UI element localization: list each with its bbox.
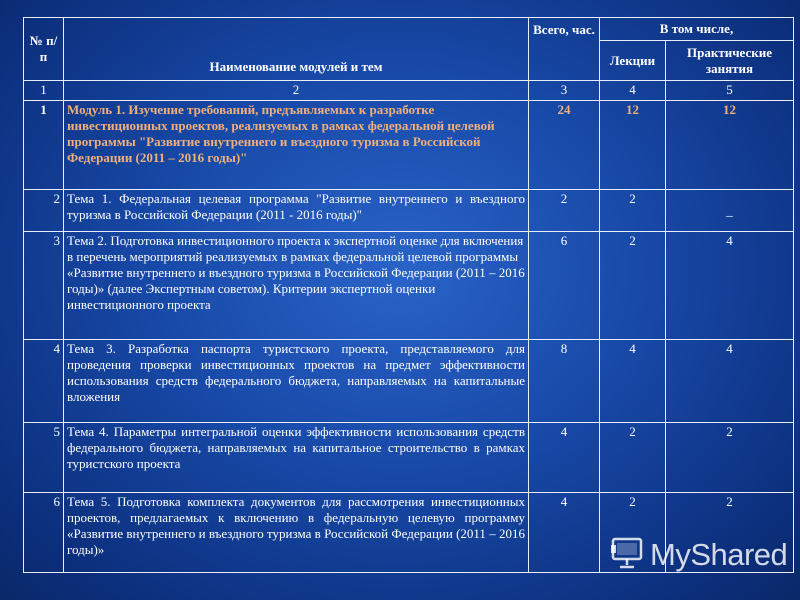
row-lectures: 2: [600, 232, 666, 340]
table-row-topic-2: [24, 232, 794, 340]
header-num: № п/п: [24, 18, 64, 81]
row-name: Модуль 1. Изучение требований, предъявляемых к разработке инвестиционных проектов, реализуемых в рамках федеральной целевой программы "Развитие внутреннего и въездного туризма в Российской Федерации (2011 – 2016 годы)": [64, 101, 529, 190]
table-row-topic-3: [24, 340, 794, 423]
row-lectures: 4: [600, 340, 666, 423]
row-practice: 2: [666, 493, 794, 573]
row-number: 3: [24, 232, 64, 340]
column-number: 5: [666, 81, 794, 101]
header-row: [24, 18, 794, 41]
header-total: Всего, час.: [529, 18, 600, 81]
row-name: Тема 2. Подготовка инвестиционного проекта к экспертной оценке для включения в перечень мероприятий реализуемых в рамках федеральной целевой программы «Развитие внутреннего и въездного туризма в Российской Федерации (2011 – 2016 годы)» (далее Экспертным советом). Критерии экспертной оценки инвестиционного проекта: [64, 232, 529, 340]
row-lectures: 12: [600, 101, 666, 190]
header-name: Наименование модулей и тем: [64, 18, 529, 81]
header-practice: Практические занятия: [666, 41, 794, 81]
row-practice: 4: [666, 340, 794, 423]
row-number: 4: [24, 340, 64, 423]
row-total: 2: [529, 190, 600, 232]
row-total: 8: [529, 340, 600, 423]
column-number: 3: [529, 81, 600, 101]
column-number: 2: [64, 81, 529, 101]
row-name: Тема 4. Параметры интегральной оценки эффективности использования средств федерального бюджета, направляемых на капитальное строительство в рамках туристского проекта: [64, 423, 529, 493]
row-number: 5: [24, 423, 64, 493]
row-name: Тема 3. Разработка паспорта туристского проекта, представляемого для проведения проверки инвестиционных проектов на предмет эффективности использования средств федерального бюджета, направляемых на капитальные вложения: [64, 340, 529, 423]
watermark-text: MyShared: [650, 537, 788, 572]
myshared-watermark: [610, 537, 787, 573]
header-lectures: Лекции: [600, 41, 666, 81]
row-lectures: 2: [600, 493, 666, 573]
header-including: В том числе,: [600, 18, 794, 41]
row-practice: 12: [666, 101, 794, 190]
row-total: 4: [529, 423, 600, 493]
row-practice: 4: [666, 232, 794, 340]
projector-screen-icon: [610, 536, 644, 575]
row-number: 2: [24, 190, 64, 232]
row-number: 6: [24, 493, 64, 573]
row-lectures: 2: [600, 190, 666, 232]
column-number: 4: [600, 81, 666, 101]
row-number: 1: [24, 101, 64, 190]
table-row-topic-1: [24, 190, 794, 232]
row-practice: _: [666, 190, 794, 232]
column-number: 1: [24, 81, 64, 101]
row-total: 4: [529, 493, 600, 573]
table-row-topic-4: [24, 423, 794, 493]
row-practice: 2: [666, 423, 794, 493]
column-number-row: [24, 81, 794, 101]
row-name: Тема 5. Подготовка комплекта документов для рассмотрения инвестиционных проектов, предлагаемых к включению в федеральную целевую программу «Развитие внутреннего и въездного туризма в Российской Федерации (2011 – 2016 годы)»: [64, 493, 529, 573]
row-lectures: 2: [600, 423, 666, 493]
curriculum-table: [23, 17, 794, 573]
row-total: 24: [529, 101, 600, 190]
row-name: Тема 1. Федеральная целевая программа "Развитие внутреннего и въездного туризма в Российской Федерации (2011 - 2016 годы)": [64, 190, 529, 232]
table-row-module-1: [24, 101, 794, 190]
row-total: 6: [529, 232, 600, 340]
